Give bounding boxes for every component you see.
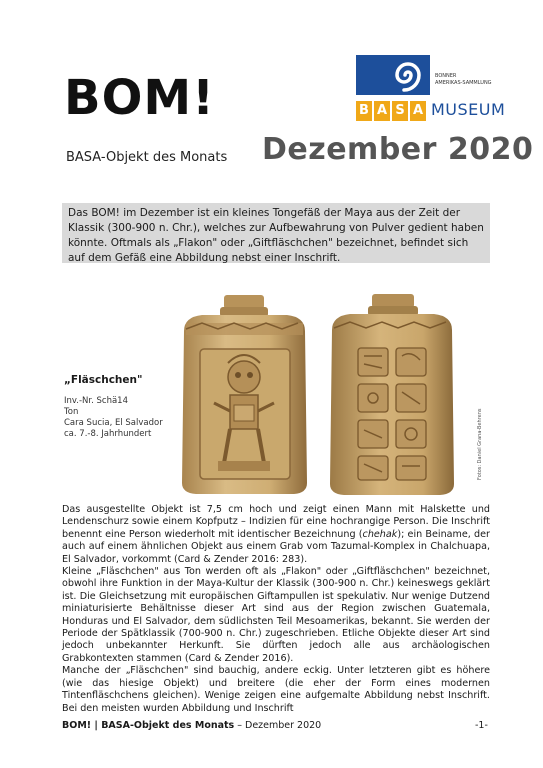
body-paragraph: Das ausgestellte Objekt ist 7,5 cm hoch und zeigt einen Mann mit Halskette und Lendenschurz sowie einem Kopfputz – Indizien für eine hochrangige Person. Die Inschrift benennt eine Person wiederholt mit identischer Bezeichnung (chehak); ein Beiname, der auch auf einem ähnlichen Objekt aus einem Grab vom Tazumal-Komplex in Chalchuapa, El Salvador, vorkommt (Card & Zender 2016: 283). <box>62 504 490 565</box>
caption-line-date: ca. 7.-8. Jahrhundert <box>64 429 152 439</box>
caption-line-material: Ton <box>64 407 79 417</box>
page-number: -1- <box>475 720 488 731</box>
logo-letter: S <box>392 101 408 121</box>
document-title: BOM! <box>64 70 216 126</box>
logo-letter: B <box>356 101 372 121</box>
vessel-back-image <box>318 290 466 498</box>
intro-box: Das BOM! im Dezember ist ein kleines Tongefäß der Maya aus der Zeit der Klassik (300-900 n. Chr.), welches zur Aufbewahrung von Pulver gedient haben könnte. Oftmals als „Flakon" oder „Giftfläschchen" bezeichnet, befindet sich auf dem Gefäß eine Abbildung nebst einer Inschrift. <box>62 203 490 263</box>
footer-text: BOM! | BASA-Objekt des Monats – Dezember 2020 <box>62 720 322 731</box>
document-subtitle: BASA-Objekt des Monats <box>66 150 228 165</box>
body-text <box>62 504 490 715</box>
caption-line-inventory: Inv.-Nr. Schä14 <box>64 396 128 406</box>
caption-title: „Fläschchen" <box>64 374 143 386</box>
logo-small-text: BONNER AMERIKAS-SAMMLUNG <box>435 73 492 86</box>
logo-letter: A <box>410 101 426 121</box>
logo-letter: A <box>374 101 390 121</box>
photo-credit: Fotos: Daniel Grana-Behrens <box>477 408 483 480</box>
spiral-icon <box>386 55 430 95</box>
vessel-front-image <box>172 293 317 498</box>
logo-museum-text: MUSEUM <box>431 100 506 119</box>
emphasis-term: chehak <box>362 528 398 540</box>
body-paragraph: Kleine „Fläschchen" aus Ton werden oft als „Flakon" oder „Giftfläschchen" bezeichnet, obwohl ihre Funktion in der Maya-Kultur der Klassik (300-900 n. Chr.) keineswegs geklärt ist. Die Gleichsetzung mit europäischen Giftampullen ist spekulativ. Nur wenige Dutzend miniaturisierte Behältnisse dieser Art sind aus der Region zwischen Guatemala, Honduras und El Salvador, dem südlichsten Teil Mesoamerikas, bekannt. Sie werden der Periode der Spätklassik (700-900 n. Chr.) zugeschrieben. Etliche Objekte dieser Art sind jedoch unbekannter Herkunft. Sie dürften jedoch alle aus archäologischen Grabkontexten stammen (Card & Zender 2016). <box>62 566 490 664</box>
museum-logo <box>356 55 506 125</box>
caption-line-provenance: Cara Sucia, El Salvador <box>64 418 163 428</box>
logo-basa-letters <box>356 101 426 121</box>
body-paragraph: Manche der „Fläschchen" sind bauchig, andere eckig. Unter letzteren gibt es höhere (wie das hiesige Objekt) und breitere (die eher der Form eines modernen Tintenfläschchens gleichen). Wenige zeigen eine aufgemalte Abbildung nebst Inschrift. Bei den meisten wurden Abbildung und Inschrift <box>62 665 490 714</box>
issue-month: Dezember 2020 <box>262 132 534 167</box>
